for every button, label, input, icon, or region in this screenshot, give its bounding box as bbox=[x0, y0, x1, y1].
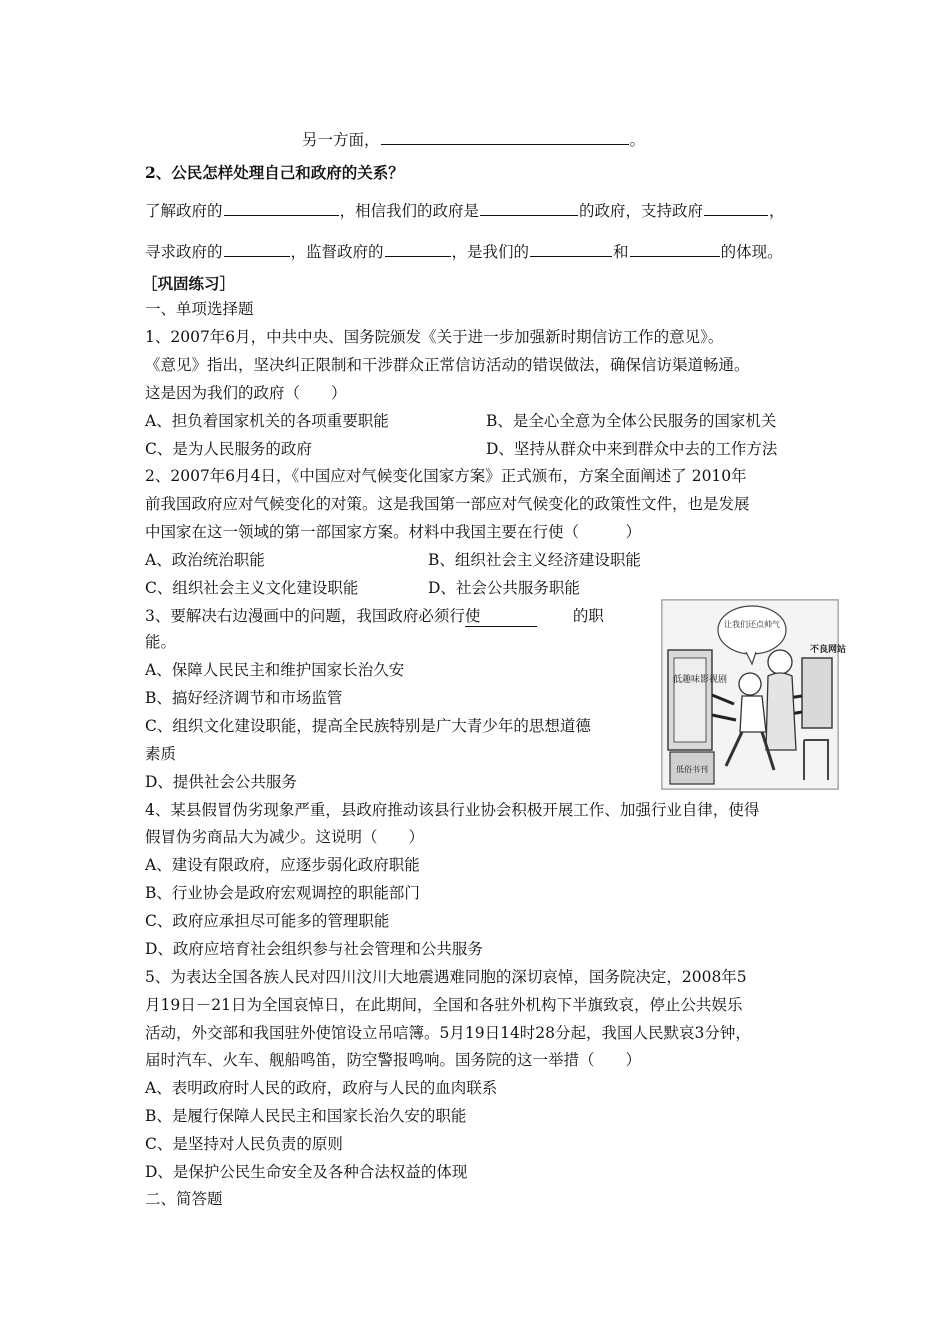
q4-option-a[interactable]: A、建设有限政府，应逐步弱化政府职能 bbox=[145, 856, 420, 874]
q3-option-d[interactable]: D、提供社会公共服务 bbox=[145, 773, 297, 791]
q4-option-b[interactable]: B、行业协会是政府宏观调控的职能部门 bbox=[145, 884, 420, 902]
q3-stem-2: 能。 bbox=[145, 633, 177, 651]
q5-stem-2: 月19日－21日为全国哀悼日，在此期间，全国和各驻外机构下半旗致哀，停止公共娱乐 bbox=[145, 996, 743, 1014]
relation-text-h: 和 bbox=[613, 243, 629, 261]
book-label: 低俗书刊 bbox=[676, 765, 708, 774]
q4-option-c[interactable]: C、政府应承担尽可能多的管理职能 bbox=[145, 912, 390, 930]
relation-text-b: ，相信我们的政府是 bbox=[339, 202, 480, 220]
q3-option-c-cont: 素质 bbox=[145, 745, 177, 763]
blank-seek[interactable] bbox=[224, 240, 290, 257]
child-figure bbox=[739, 673, 761, 695]
q4-stem-1: 4、某县假冒伪劣现象严重，县政府推动该县行业协会积极开展工作、加强行业自律，使得 bbox=[145, 801, 760, 819]
relation-line-2 bbox=[145, 240, 783, 262]
blank-embody-1[interactable] bbox=[530, 240, 612, 257]
q5-option-b[interactable]: B、是履行保障人民民主和国家长治久安的职能 bbox=[145, 1107, 467, 1125]
q2-option-d[interactable]: D、社会公共服务职能 bbox=[428, 579, 580, 597]
relation-text-g: ，是我们的 bbox=[451, 243, 530, 261]
q1-stem-1: 1、2007年6月，中共中央、国务院颁发《关于进一步加强新时期信访工作的意见》。 bbox=[145, 328, 724, 346]
tv-label: 低趣味影视剧 bbox=[672, 675, 728, 685]
part-two-heading: 二、简答题 bbox=[145, 1190, 223, 1208]
q1-option-c[interactable]: C、是为人民服务的政府 bbox=[145, 440, 312, 458]
q2-stem-2: 前我国政府应对气候变化的对策。这是我国第一部应对气候变化的政策性文件，也是发展 bbox=[145, 495, 750, 513]
q5-option-c[interactable]: C、是坚持对人民负责的原则 bbox=[145, 1135, 343, 1153]
q2-title: 2、公民怎样处理自己和政府的关系？ bbox=[145, 163, 404, 182]
q3-option-b[interactable]: B、搞好经济调节和市场监管 bbox=[145, 689, 343, 707]
part-one-heading: 一、单项选择题 bbox=[145, 300, 254, 318]
q1-option-a[interactable]: A、担负着国家机关的各项重要职能 bbox=[145, 412, 389, 430]
other-side-line bbox=[302, 128, 645, 150]
q3-option-a[interactable]: A、保障人民民主和维护国家长治久安 bbox=[145, 661, 405, 679]
other-side-blank[interactable] bbox=[381, 128, 629, 145]
q3-stem-tail: 的职 bbox=[572, 607, 604, 625]
q3-stem-text: 3、要解决右边漫画中的问题，我国政府必须行 bbox=[145, 607, 465, 625]
speech-bubble bbox=[718, 606, 786, 654]
q5-stem-4: 届时汽车、火车、舰船鸣笛，防空警报鸣响。国务院的这一举措（ ） bbox=[145, 1051, 642, 1069]
q1-stem-3: 这是因为我们的政府（ ） bbox=[145, 384, 347, 402]
q3-blank-text: 使 bbox=[464, 607, 481, 625]
q4-option-d[interactable]: D、政府应培育社会组织参与社会管理和公共服务 bbox=[145, 940, 483, 958]
q5-option-a[interactable]: A、表明政府时人民的政府，政府与人民的血肉联系 bbox=[145, 1079, 498, 1097]
q2-stem-1: 2、2007年6月4日，《中国应对气候变化国家方案》正式颁布，方案全面阐述了 2010年 bbox=[145, 467, 747, 485]
blank-understand[interactable] bbox=[224, 199, 339, 216]
relation-line-1 bbox=[145, 199, 785, 221]
q3-option-c[interactable]: C、组织文化建设职能，提高全民族特别是广大青少年的思想道德 bbox=[145, 717, 591, 735]
q1-stem-2: 《意见》指出，坚决纠正限制和干涉群众正常信访活动的错误做法，确保信访渠道畅通。 bbox=[145, 356, 750, 374]
blank-support[interactable] bbox=[704, 199, 768, 216]
blank-trust[interactable] bbox=[480, 199, 578, 216]
relation-text-a: 了解政府的 bbox=[145, 202, 223, 220]
other-side-end: 。 bbox=[629, 131, 646, 149]
relation-text-f: ，监督政府的 bbox=[290, 243, 384, 261]
relation-text-c: 的政府，支持政府 bbox=[579, 202, 704, 220]
cartoon-illustration bbox=[661, 599, 847, 790]
q1-option-d[interactable]: D、坚持从群众中来到群众中去的工作方法 bbox=[486, 440, 778, 458]
q2-option-c[interactable]: C、组织社会主义文化建设职能 bbox=[145, 579, 359, 597]
q3-stem-1 bbox=[145, 606, 604, 627]
computer-monitor bbox=[802, 658, 832, 728]
q1-option-b[interactable]: B、是全心全意为全体公民服务的国家机关 bbox=[486, 412, 777, 430]
q5-option-d[interactable]: D、是保护公民生命安全及各种合法权益的体现 bbox=[145, 1163, 468, 1181]
q5-stem-3: 活动，外交部和我国驻外使馆设立吊唁簿。5月19日14时28分起，我国人民默哀3分钟， bbox=[145, 1024, 751, 1042]
q3-blank[interactable] bbox=[465, 606, 537, 627]
bubble-text: 让我们还点帅气 bbox=[724, 620, 780, 629]
consolidate-heading: ［巩固练习］ bbox=[142, 274, 236, 293]
relation-text-d: ， bbox=[769, 202, 785, 220]
relation-text-i: 的体现。 bbox=[720, 243, 783, 261]
q5-stem-1: 5、为表达全国各族人民对四川汶川大地震遇难同胞的深切哀悼，国务院决定，2008年5 bbox=[145, 968, 747, 986]
blank-supervise[interactable] bbox=[385, 240, 451, 257]
parent-figure bbox=[768, 650, 792, 674]
blank-embody-2[interactable] bbox=[630, 240, 720, 257]
q4-stem-2: 假冒伪劣商品大为减少。这说明（ ） bbox=[145, 828, 425, 846]
q2-option-a[interactable]: A、政治统治职能 bbox=[145, 551, 265, 569]
q2-stem-3: 中国家在这一领域的第一部国家方案。材料中我国主要在行使（ ） bbox=[145, 523, 642, 541]
other-side-text: 另一方面， bbox=[302, 131, 380, 149]
relation-text-e: 寻求政府的 bbox=[145, 243, 223, 261]
q2-option-b[interactable]: B、组织社会主义经济建设职能 bbox=[428, 551, 641, 569]
web-label: 不良网站 bbox=[810, 645, 847, 655]
